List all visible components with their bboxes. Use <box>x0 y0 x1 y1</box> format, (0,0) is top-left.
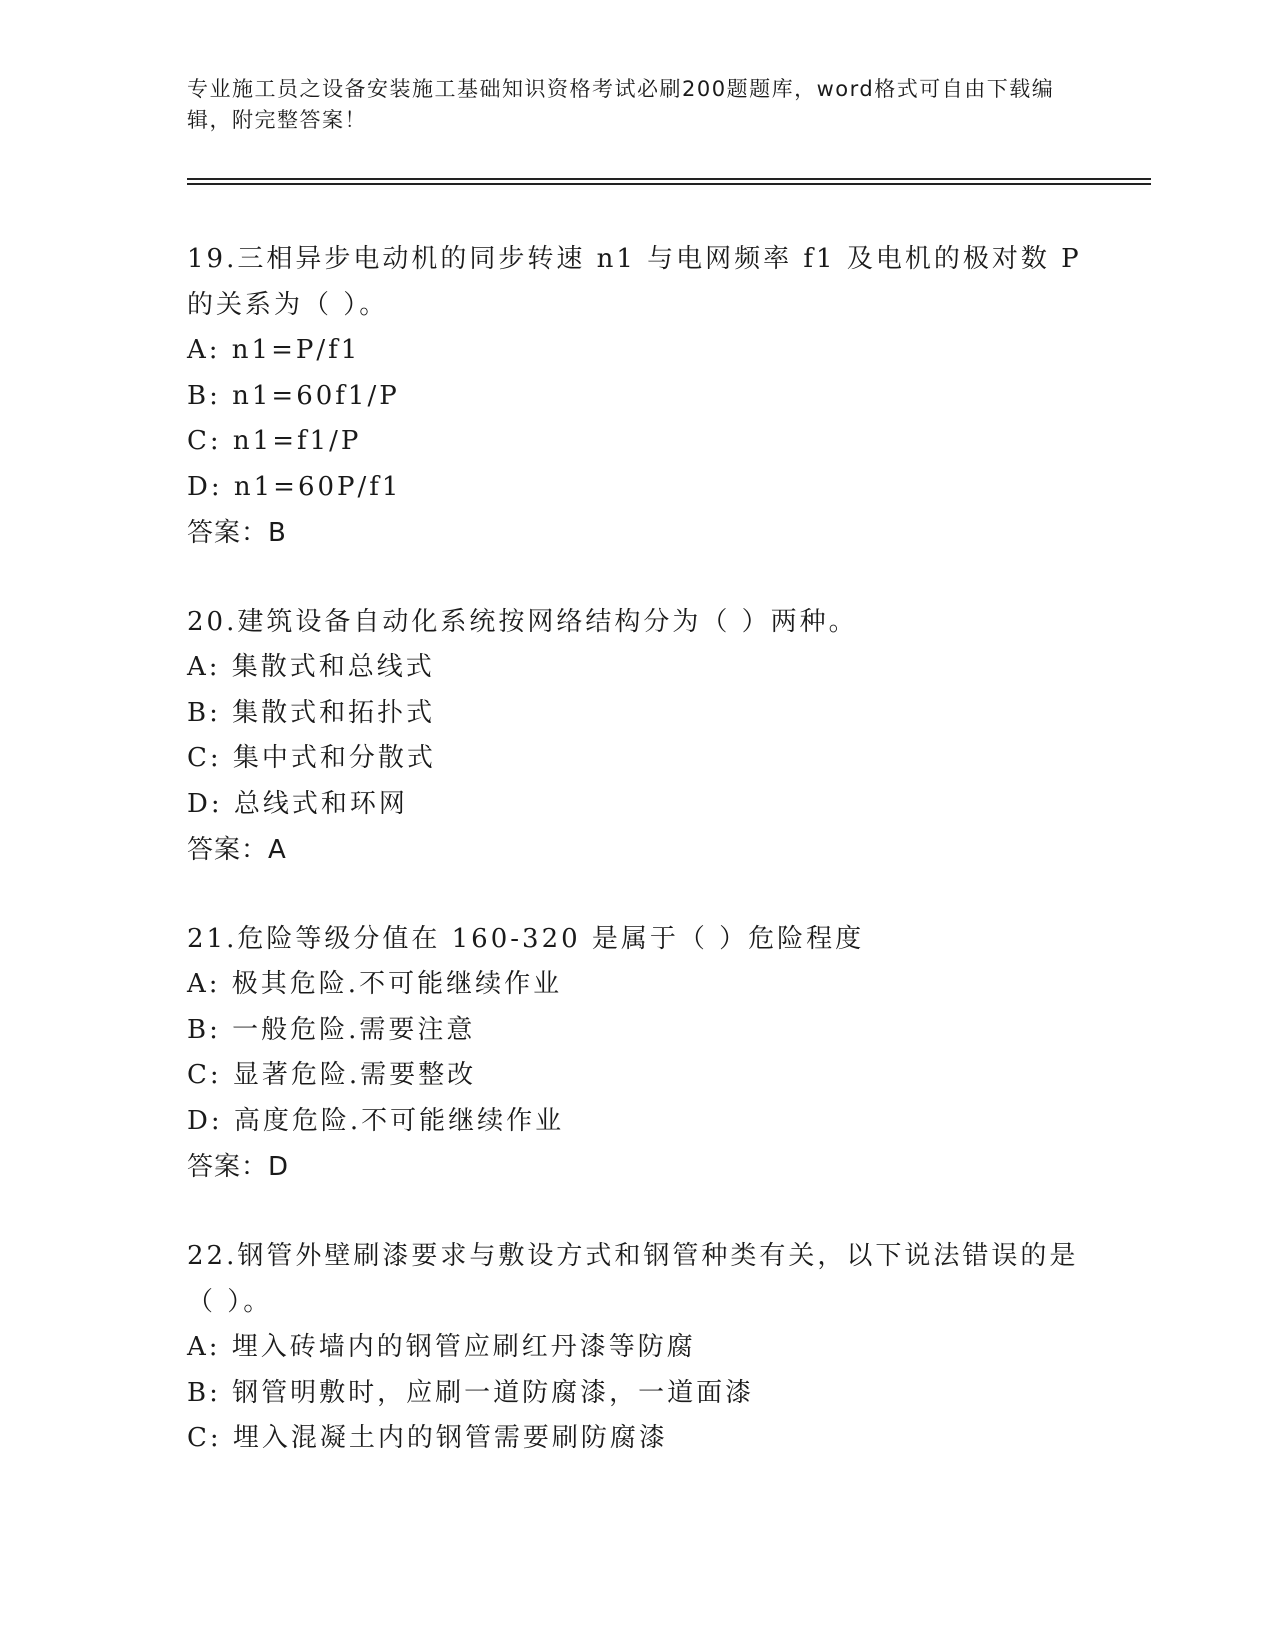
answer-line: 答案：A <box>187 835 287 865</box>
question-stem: 20.建筑设备自动化系统按网络结构分为（ ）两种。 <box>187 607 858 637</box>
header-divider-bottom <box>187 183 1151 185</box>
header-divider-top <box>187 178 1151 180</box>
option-b: B: 一般危险.需要注意 <box>187 1014 476 1045</box>
question-20 <box>187 599 1087 873</box>
option-c: C: 集中式和分散式 <box>187 743 436 773</box>
option-b: B: 钢管明敷时，应刷一道防腐漆，一道面漆 <box>187 1377 755 1408</box>
question-list <box>187 236 1087 1462</box>
option-b: B: 集散式和拓扑式 <box>187 697 436 728</box>
option-d: D: 总线式和环网 <box>187 788 408 819</box>
page-header: 专业施工员之设备安装施工基础知识资格考试必刷200题题库，word格式可自由下载编辑，附完整答案！ <box>187 77 1055 132</box>
option-a: A: n1=P/f1 <box>187 335 361 365</box>
option-c: C: 显著危险.需要整改 <box>187 1060 477 1090</box>
option-b: B: n1=60f1/P <box>187 380 400 411</box>
question-spacer <box>187 873 1087 916</box>
question-21 <box>187 916 1087 1190</box>
answer-line: 答案：B <box>187 518 287 548</box>
question-stem: 19.三相异步电动机的同步转速 n1 与电网频率 f1 及电机的极对数 P 的关系为（ ）。 <box>187 244 1082 320</box>
option-a: A: 埋入砖墙内的钢管应刷红丹漆等防腐 <box>187 1332 696 1362</box>
option-d: D: 高度危险.不可能继续作业 <box>187 1105 565 1136</box>
question-spacer <box>187 1190 1087 1233</box>
question-spacer <box>187 556 1087 599</box>
option-c: C: 埋入混凝土内的钢管需要刷防腐漆 <box>187 1423 668 1453</box>
option-d: D: n1=60P/f1 <box>187 471 402 502</box>
question-22 <box>187 1233 1087 1462</box>
question-stem: 21.危险等级分值在 160-320 是属于（ ）危险程度 <box>187 924 865 954</box>
option-a: A: 极其危险.不可能继续作业 <box>187 969 563 999</box>
option-a: A: 集散式和总线式 <box>187 652 435 682</box>
question-19 <box>187 236 1087 556</box>
question-stem: 22.钢管外壁刷漆要求与敷设方式和钢管种类有关，以下说法错误的是（ ）。 <box>187 1241 1079 1317</box>
answer-line: 答案：D <box>187 1152 290 1182</box>
option-c: C: n1=f1/P <box>187 426 362 456</box>
